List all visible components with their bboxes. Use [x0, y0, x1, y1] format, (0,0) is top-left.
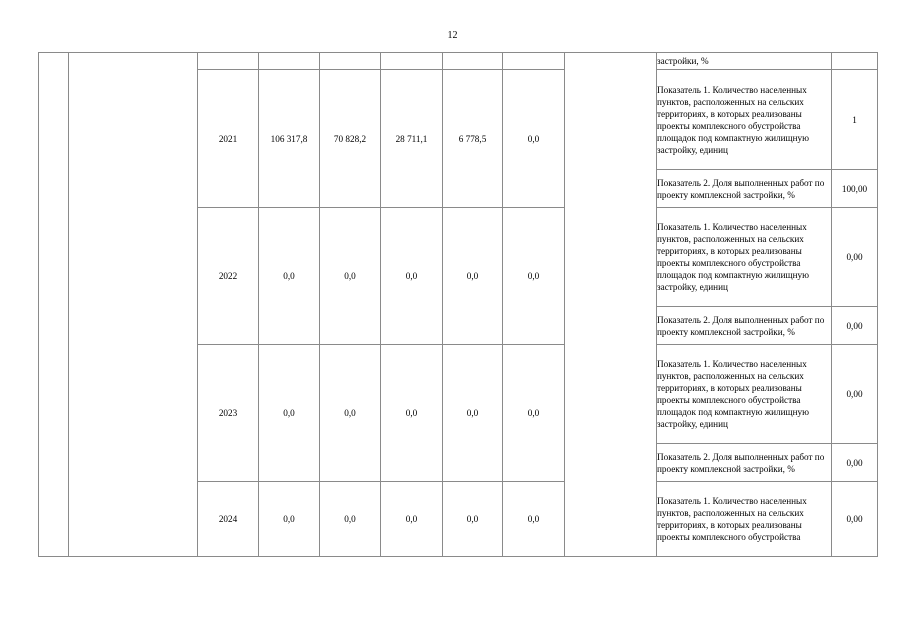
indicator-value: 0,00: [832, 345, 878, 444]
indicator-value: 100,00: [832, 170, 878, 208]
year-cell: 2022: [198, 208, 259, 345]
amount-cell: 0,0: [259, 482, 320, 557]
indicator-text: Показатель 1. Количество населенных пунктов, расположенных на сельских территориях, в которых реализованы проекты комплексного обустройства площадок под компактную жилищную застройку, единиц: [657, 208, 832, 307]
amount-cell: 0,0: [259, 345, 320, 482]
amount-cell: 0,0: [443, 482, 503, 557]
cell-empty: [320, 53, 381, 70]
amount-cell: 0,0: [503, 482, 565, 557]
indicator-value: 1: [832, 70, 878, 170]
indicator-value: 0,00: [832, 307, 878, 345]
program-table: [38, 52, 878, 557]
cell-empty: [832, 53, 878, 70]
cell-empty: [259, 53, 320, 70]
indicator-text: застройки, %: [657, 53, 832, 70]
amount-cell: 0,0: [503, 208, 565, 345]
amount-cell: 28 711,1: [381, 70, 443, 208]
indicator-text: Показатель 1. Количество населенных пунктов, расположенных на сельских территориях, в которых реализованы проекты комплексного обустройства: [657, 482, 832, 557]
amount-cell: 0,0: [503, 70, 565, 208]
cell-empty: [443, 53, 503, 70]
cell-empty: [565, 53, 657, 557]
year-cell: 2021: [198, 70, 259, 208]
year-cell: 2023: [198, 345, 259, 482]
amount-cell: 106 317,8: [259, 70, 320, 208]
amount-cell: 0,0: [443, 345, 503, 482]
indicator-text: Показатель 1. Количество населенных пунктов, расположенных на сельских территориях, в которых реализованы проекты комплексного обустройства площадок под компактную жилищную застройку, единиц: [657, 345, 832, 444]
indicator-text: Показатель 2. Доля выполненных работ по проекту комплексной застройки, %: [657, 444, 832, 482]
amount-cell: 0,0: [320, 482, 381, 557]
indicator-text: Показатель 1. Количество населенных пунктов, расположенных на сельских территориях, в которых реализованы проекты комплексного обустройства площадок под компактную жилищную застройку, единиц: [657, 70, 832, 170]
amount-cell: 0,0: [381, 482, 443, 557]
indicator-value: 0,00: [832, 444, 878, 482]
amount-cell: 0,0: [381, 208, 443, 345]
page-number: 12: [447, 30, 458, 41]
cell-empty: [69, 53, 198, 557]
cell-empty: [503, 53, 565, 70]
indicator-text: Показатель 2. Доля выполненных работ по проекту комплексной застройки, %: [657, 170, 832, 208]
amount-cell: 0,0: [320, 208, 381, 345]
amount-cell: 0,0: [503, 345, 565, 482]
amount-cell: 0,0: [443, 208, 503, 345]
cell-empty: [198, 53, 259, 70]
year-cell: 2024: [198, 482, 259, 557]
indicator-value: 0,00: [832, 482, 878, 557]
amount-cell: 0,0: [259, 208, 320, 345]
amount-cell: 0,0: [381, 345, 443, 482]
indicator-text: Показатель 2. Доля выполненных работ по проекту комплексной застройки, %: [657, 307, 832, 345]
amount-cell: 6 778,5: [443, 70, 503, 208]
amount-cell: 70 828,2: [320, 70, 381, 208]
cell-empty: [39, 53, 69, 557]
table-row: [39, 53, 878, 70]
cell-empty: [381, 53, 443, 70]
indicator-value: 0,00: [832, 208, 878, 307]
amount-cell: 0,0: [320, 345, 381, 482]
